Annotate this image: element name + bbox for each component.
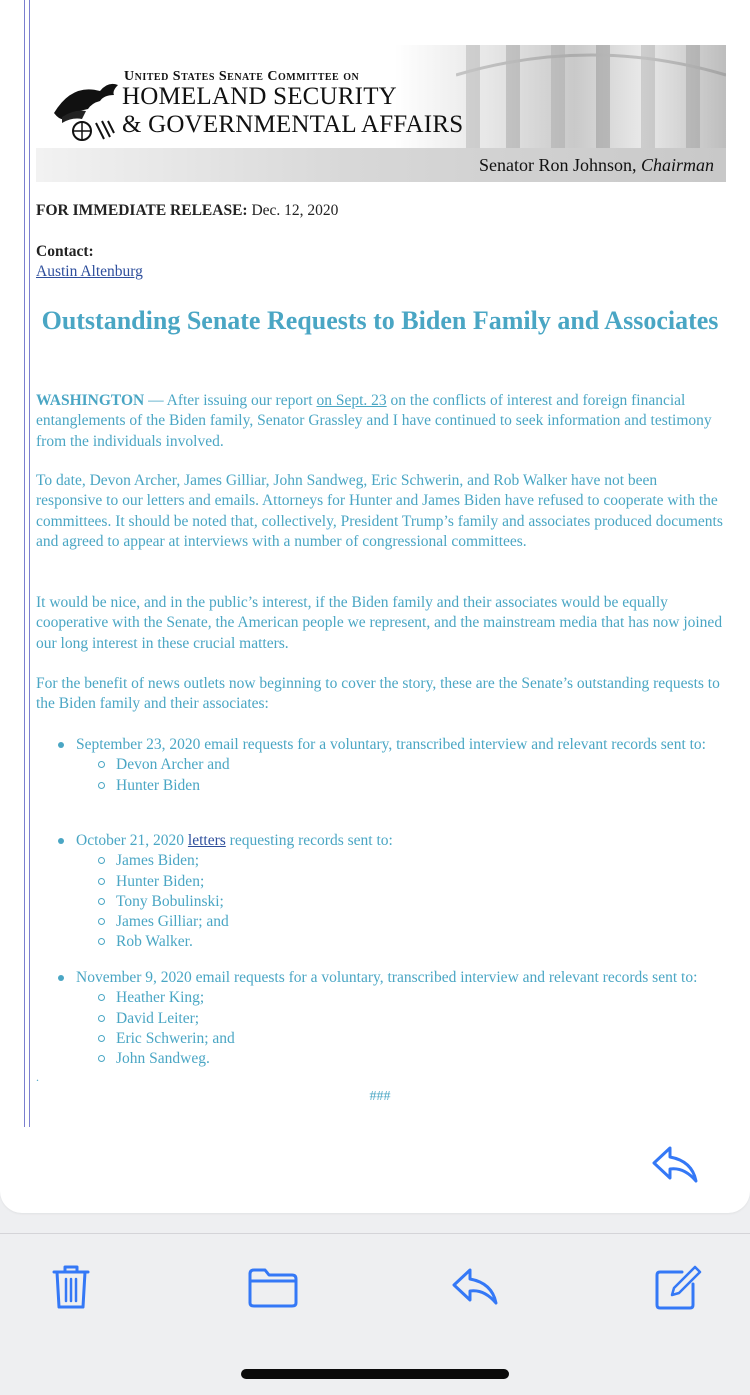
para1-text-a: — After issuing our report	[144, 392, 317, 409]
eagle-seal-icon	[52, 73, 124, 141]
request-item	[36, 735, 736, 796]
recipient-item: John Sandweg.	[76, 1049, 736, 1069]
paragraph-2: To date, Devon Archer, James Gilliar, John Sandweg, Eric Schwerin, and Rob Walker have not been responsive to our letters and emails. Attorneys for Hunter and James Biden have refused to cooperate with the committees. It should be noted that, collectively, President Trump’s family and associates produced documents and agreed to appear at interviews with a number of congressional committees.	[36, 472, 723, 550]
compose-icon[interactable]	[652, 1262, 702, 1312]
request-list-2	[36, 831, 736, 953]
reply-icon[interactable]	[450, 1262, 500, 1312]
recipient-item: Hunter Biden;	[76, 872, 736, 892]
folder-icon[interactable]	[248, 1262, 298, 1312]
stray-dot: .	[36, 1070, 39, 1084]
recipient-item: David Leiter;	[76, 1009, 736, 1029]
recipient-list	[76, 851, 736, 952]
request-item	[36, 831, 736, 953]
request-item	[36, 968, 736, 1069]
banner-line2: HOMELAND SECURITY	[122, 83, 397, 110]
recipient-item: Devon Archer and	[76, 755, 736, 775]
trash-icon[interactable]	[46, 1262, 96, 1312]
recipient-item: Tony Bobulinski;	[76, 892, 736, 912]
press-headline: Outstanding Senate Requests to Biden Family and Associates	[41, 306, 719, 335]
paragraph-4: For the benefit of news outlets now beginning to cover the story, these are the Senate’s outstanding requests to the Biden family and their associates:	[36, 675, 720, 713]
recipient-item: Heather King;	[76, 988, 736, 1008]
request-text: September 23, 2020 email requests for a voluntary, transcribed interview and relevant records sent to:	[76, 736, 706, 753]
home-indicator[interactable]	[241, 1369, 509, 1379]
release-line	[36, 202, 338, 220]
recipient-list	[76, 988, 736, 1069]
release-date: Dec. 12, 2020	[251, 202, 339, 219]
capitol-pillars-graphic	[456, 45, 726, 148]
chairman-name: Senator Ron Johnson,	[478, 155, 637, 175]
banner-line3: & GOVERNMENTAL AFFAIRS	[122, 111, 464, 138]
chairman-title: Chairman	[640, 155, 714, 175]
contact-link[interactable]: Austin Altenburg	[36, 263, 143, 280]
quote-bar	[24, 0, 30, 1127]
release-label: FOR IMMEDIATE RELEASE:	[36, 202, 248, 219]
recipient-item: James Biden;	[76, 851, 736, 871]
recipient-item: Hunter Biden	[76, 776, 736, 796]
banner-bottom-strip	[36, 148, 726, 182]
para1-text-b: on the conflicts of interest and foreign financial entanglements of the Biden family, Senator Grassley and I have continued to seek information and testimony from the individuals involved.	[36, 392, 712, 450]
recipient-item: James Gilliar; and	[76, 912, 736, 932]
request-list-1	[36, 735, 736, 796]
paragraph-3: It would be nice, and in the public’s interest, if the Biden family and their associates would be equally cooperative with the Senate, the American people we represent, and the mainstream media that has now joined our long interest in these crucial matters.	[36, 594, 723, 652]
recipient-item: Rob Walker.	[76, 932, 736, 952]
chairman-line	[479, 155, 714, 176]
dateline: WASHINGTON	[36, 392, 145, 409]
request-list-3	[36, 968, 736, 1069]
request-text-a: October 21, 2020	[76, 832, 188, 849]
request-text-b: requesting records sent to:	[225, 832, 393, 849]
toolbar-separator	[0, 1233, 750, 1234]
contact-label: Contact:	[36, 243, 94, 260]
request-text: November 9, 2020 email requests for a voluntary, transcribed interview and relevant records sent to:	[76, 969, 698, 986]
end-mark: ###	[369, 1089, 391, 1104]
banner-line1: United States Senate Committee on	[124, 69, 360, 84]
committee-banner	[36, 45, 726, 182]
recipient-list	[76, 755, 736, 796]
letters-link[interactable]: letters	[187, 832, 226, 849]
paragraph-1	[36, 391, 726, 452]
report-link[interactable]: on Sept. 23	[316, 392, 387, 409]
reply-icon[interactable]	[650, 1143, 700, 1187]
recipient-item: Eric Schwerin; and	[76, 1029, 736, 1049]
